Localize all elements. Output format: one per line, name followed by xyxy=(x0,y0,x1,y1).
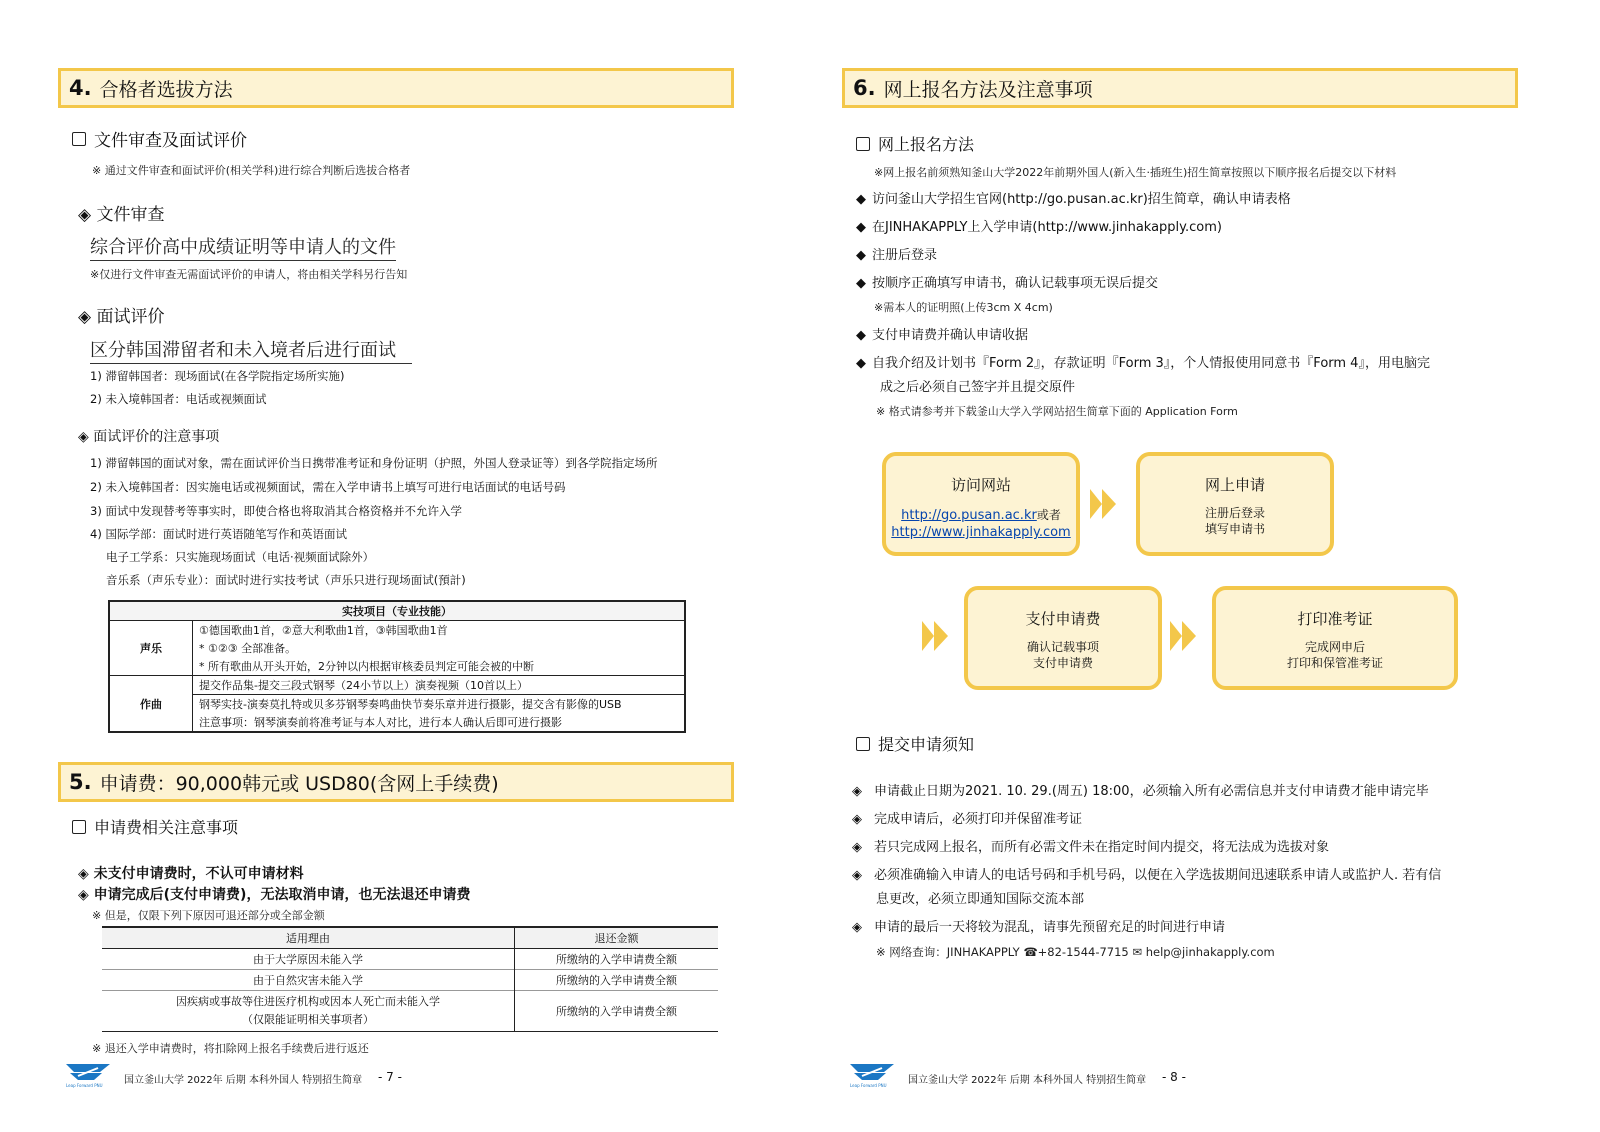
checkbox-square-icon xyxy=(72,132,86,146)
flow-visit-website: 访问网站 http://go.pusan.ac.kr或者 http://www.jinhakapply.com xyxy=(882,452,1080,556)
diamond-bullet-icon: ◆ xyxy=(856,328,866,343)
vocal-label: 声乐 xyxy=(109,621,193,676)
diamond-bullet-icon: ◆ xyxy=(856,220,866,235)
flow-pay-fee: 支付申请费 确认记载事项 支付申请费 xyxy=(964,586,1162,690)
fee-table xyxy=(102,926,718,1032)
submit-point: ◈ 必须准确输入申请人的电话号码和手机号码，以便在入学选拔期间迅速联系申请人或监护人. 若有信 xyxy=(852,868,1442,883)
interview-underline: 区分韩国滞留者和未入境者后进行面试 xyxy=(90,336,412,364)
flow-online-apply: 网上申请 注册后登录 填写申请书 xyxy=(1136,452,1334,556)
section-5-number: 5. xyxy=(69,770,92,794)
diamond-icon: ◈ xyxy=(852,920,862,935)
diamond-icon: ◈ xyxy=(852,840,862,855)
step-item: ◆ 访问釜山大学招生官网(http://go.pusan.ac.kr)招生简章，确认申请表格 xyxy=(856,192,1291,207)
fee-amount-cell: 所缴纳的入学申请费全额 xyxy=(556,1005,677,1018)
subheading-doc-interview xyxy=(72,126,247,151)
submit-point: ◈ 申请截止日期为2021. 10. 29.(周五) 18:00，必须输入所有必需信息并支付申请费才能申请完毕 xyxy=(852,784,1429,799)
interview-note-item: 3) 面试中发现替考等事实时，即使合格也将取消其合格资格并不允许入学 xyxy=(90,504,462,518)
flow-arrow-icon xyxy=(1168,619,1198,653)
submit-point: ◈ 若只完成网上报名，而所有必需文件未在指定时间内提交，将无法成为选拔对象 xyxy=(852,840,1330,855)
flow-arrow-icon xyxy=(1088,487,1118,521)
submit-point: ◈ 完成申请后，必须打印并保留准考证 xyxy=(852,812,1083,827)
skill-table-header: 实技项目（专业技能） xyxy=(109,601,685,621)
page-number: - 8 - xyxy=(1162,1070,1186,1084)
vocal-row: * ①②③ 全部准备。 xyxy=(193,639,686,657)
doc-review-heading: ◈ 文件审查 xyxy=(78,205,165,225)
submit-point-continued: 息更改，必须立即通知国际交流本部 xyxy=(876,892,1085,907)
pnu-logo xyxy=(848,1060,896,1090)
diamond-icon: ◈ xyxy=(78,307,92,327)
fee-point: ◈ 未支付申请费时，不认可申请材料 xyxy=(78,866,304,882)
diamond-bullet-icon: ◆ xyxy=(856,192,866,207)
subheading-fee: 申请费相关注意事项 xyxy=(72,815,238,838)
fee-reason-cell: 由于自然灾害未能入学 xyxy=(102,970,515,991)
vocal-row: * 所有歌曲从开头开始，2分钟以内根据审核委员判定可能会被的中断 xyxy=(193,657,686,676)
checkbox-square-icon xyxy=(72,820,86,834)
interview-item: 1) 滞留韩国者：现场面试(在各学院指定场所实施) xyxy=(90,369,345,383)
flow-print-title: 打印准考证 xyxy=(1297,610,1373,628)
checkbox-square-icon xyxy=(856,137,870,151)
step-item: ◆ 支付申请费并确认申请收据 xyxy=(856,328,1029,343)
diamond-icon: ◈ xyxy=(852,784,862,799)
logo-text: Leap Forward PNU xyxy=(850,1083,887,1088)
diamond-icon: ◈ xyxy=(78,866,89,882)
section-4-title: 合格者选拔方法 xyxy=(99,78,233,101)
composition-row: 注意事项：钢琴演奏前将准考证与本人对比，进行本人确认后即可进行摄影 xyxy=(193,713,686,732)
diamond-icon: ◈ xyxy=(852,868,862,883)
combined-note: ※ 通过文件审查和面试评价(相关学科)进行综合判断后选拔合格者 xyxy=(92,164,411,177)
flow-arrow-icon xyxy=(920,619,950,653)
photo-note: ※需本人的证明照(上传3cm X 4cm) xyxy=(874,301,1053,314)
fee-amount-cell: 所缴纳的入学申请费全额 xyxy=(556,974,677,987)
diamond-bullet-icon: ◆ xyxy=(856,276,866,291)
composition-label: 作曲 xyxy=(109,676,193,733)
diamond-bullet-icon: ◆ xyxy=(856,248,866,263)
interview-note-item: 2) 未入境韩国者：因实施电话或视频面试，需在入学申请书上填写可进行电话面试的电话号码 xyxy=(90,480,566,494)
contact-info: ※ 网络查询：JINHAKAPPLY ☎+82-1544-7715 ✉ help@jinhakapply.com xyxy=(876,945,1275,959)
jinhak-link[interactable]: http://www.jinhakapply.com xyxy=(891,525,1071,540)
subheading-submit: 提交申请须知 xyxy=(856,732,974,755)
interview-note-item: 音乐系（声乐专业）：面试时进行实技考试（声乐只进行现场面试(預計) xyxy=(106,573,466,587)
flow-apply-title: 网上申请 xyxy=(1204,476,1265,494)
interview-note-item: 电子工学系：只实施现场面试（电话·视频面试除外） xyxy=(106,550,375,564)
composition-row: 提交作品集-提交三段式钢琴（24小节以上）演奏视频（10首以上） xyxy=(193,676,686,695)
form-note: ※ 格式请参考并下载釜山大学入学网站招生简章下面的 Application Form xyxy=(876,405,1238,418)
subheading-online: 网上报名方法 xyxy=(856,132,974,155)
composition-row: 钢琴实技-演奏莫扎特或贝多芬钢琴奏鸣曲快节奏乐章并进行摄影，提交含有影像的USB xyxy=(193,695,686,714)
flow-pay-title: 支付申请费 xyxy=(1025,610,1101,628)
section-5-header xyxy=(58,762,734,802)
section-6-title: 网上报名方法及注意事项 xyxy=(883,78,1093,101)
doc-review-note: ※仅进行文件审查无需面试评价的申请人，将由相关学科另行告知 xyxy=(90,268,408,281)
flow-print-ticket: 打印准考证 完成网申后 打印和保管准考证 xyxy=(1212,586,1458,690)
fee-table-header: 适用理由 xyxy=(102,927,515,949)
diamond-icon: ◈ xyxy=(852,812,862,827)
fee-note: ※ 但是，仅限下列下原因可退还部分或全部金额 xyxy=(92,909,325,922)
fee-reason-cell: 由于大学原因未能入学 xyxy=(102,949,515,970)
submit-point: ◈ 申请的最后一天将较为混乱，请事先预留充足的时间进行申请 xyxy=(852,920,1226,935)
interview-note-item: 4) 国际学部：面试时进行英语随笔写作和英语面试 xyxy=(90,527,347,541)
fee-reason-cell: 因疾病或事故等住进医疗机构或因本人死亡而未能入学 （仅限能证明相关事项者） xyxy=(102,991,515,1032)
section-6-header xyxy=(842,68,1518,108)
section-6-number: 6. xyxy=(853,76,876,100)
page-number: - 7 - xyxy=(378,1070,402,1084)
step-item: ◆ 自我介绍及计划书『Form 2』，存款证明『Form 3』，个人情报使用同意书『Form 4』，用电脑完 xyxy=(856,356,1430,371)
fee-table-header: 退还金额 xyxy=(594,932,639,945)
diamond-icon: ◈ xyxy=(78,205,92,225)
interview-notes-heading: ◈ 面试评价的注意事项 xyxy=(78,429,220,445)
skill-table xyxy=(108,600,686,733)
step-item: ◆ 在JINHAKAPPLY上入学申请(http://www.jinhakapply.com) xyxy=(856,220,1222,235)
section-4-header xyxy=(58,68,734,108)
checkbox-square-icon xyxy=(856,737,870,751)
interview-note-item: 1) 滞留韩国的面试对象，需在面试评价当日携带准考证和身份证明（护照，外国人登录证等）到各学院指定场所 xyxy=(90,456,658,470)
doc-review-underline: 综合评价高中成绩证明等申请人的文件 xyxy=(90,233,396,261)
subheading-text: 文件审查及面试评价 xyxy=(94,131,247,151)
refund-note: ※ 退还入学申请费时，将扣除网上报名手续费后进行返还 xyxy=(92,1042,369,1055)
footer-text: 国立釜山大学 2022年 后期 本科外国人 特别招生简章 xyxy=(908,1075,1147,1086)
interview-heading: ◈ 面试评价 xyxy=(78,307,165,327)
step-item: ◆ 按顺序正确填写申请书，确认记载事项无误后提交 xyxy=(856,276,1159,291)
step-item-continued: 成之后必须自己签字并且提交原件 xyxy=(880,380,1076,395)
section-4-number: 4. xyxy=(69,76,92,100)
online-note: ※网上报名前须熟知釜山大学2022年前期外国人(新入生·插班生)招生简章按照以下顺序报名后提交以下材料 xyxy=(874,166,1397,179)
diamond-icon: ◈ xyxy=(78,887,89,903)
logo-text: Leap Forward PNU xyxy=(66,1083,103,1088)
fee-amount-cell: 所缴纳的入学申请费全额 xyxy=(556,953,677,966)
flow-visit-title: 访问网站 xyxy=(950,476,1011,494)
diamond-icon: ◈ xyxy=(78,429,89,445)
interview-item: 2) 未入境韩国者：电话或视频面试 xyxy=(90,392,267,406)
section-5-title: 申请费：90,000韩元或 USD80(含网上手续费) xyxy=(99,772,499,795)
fee-point: ◈ 申请完成后(支付申请费)，无法取消申请，也无法退还申请费 xyxy=(78,887,471,903)
pusan-link[interactable]: http://go.pusan.ac.kr xyxy=(901,508,1037,523)
vocal-row: ①德国歌曲1首，②意大利歌曲1首，③韩国歌曲1首 xyxy=(193,621,686,640)
diamond-bullet-icon: ◆ xyxy=(856,356,866,371)
footer-text: 国立釜山大学 2022年 后期 本科外国人 特别招生简章 xyxy=(124,1075,363,1086)
pnu-logo xyxy=(64,1060,112,1090)
step-item: ◆ 注册后登录 xyxy=(856,248,938,263)
